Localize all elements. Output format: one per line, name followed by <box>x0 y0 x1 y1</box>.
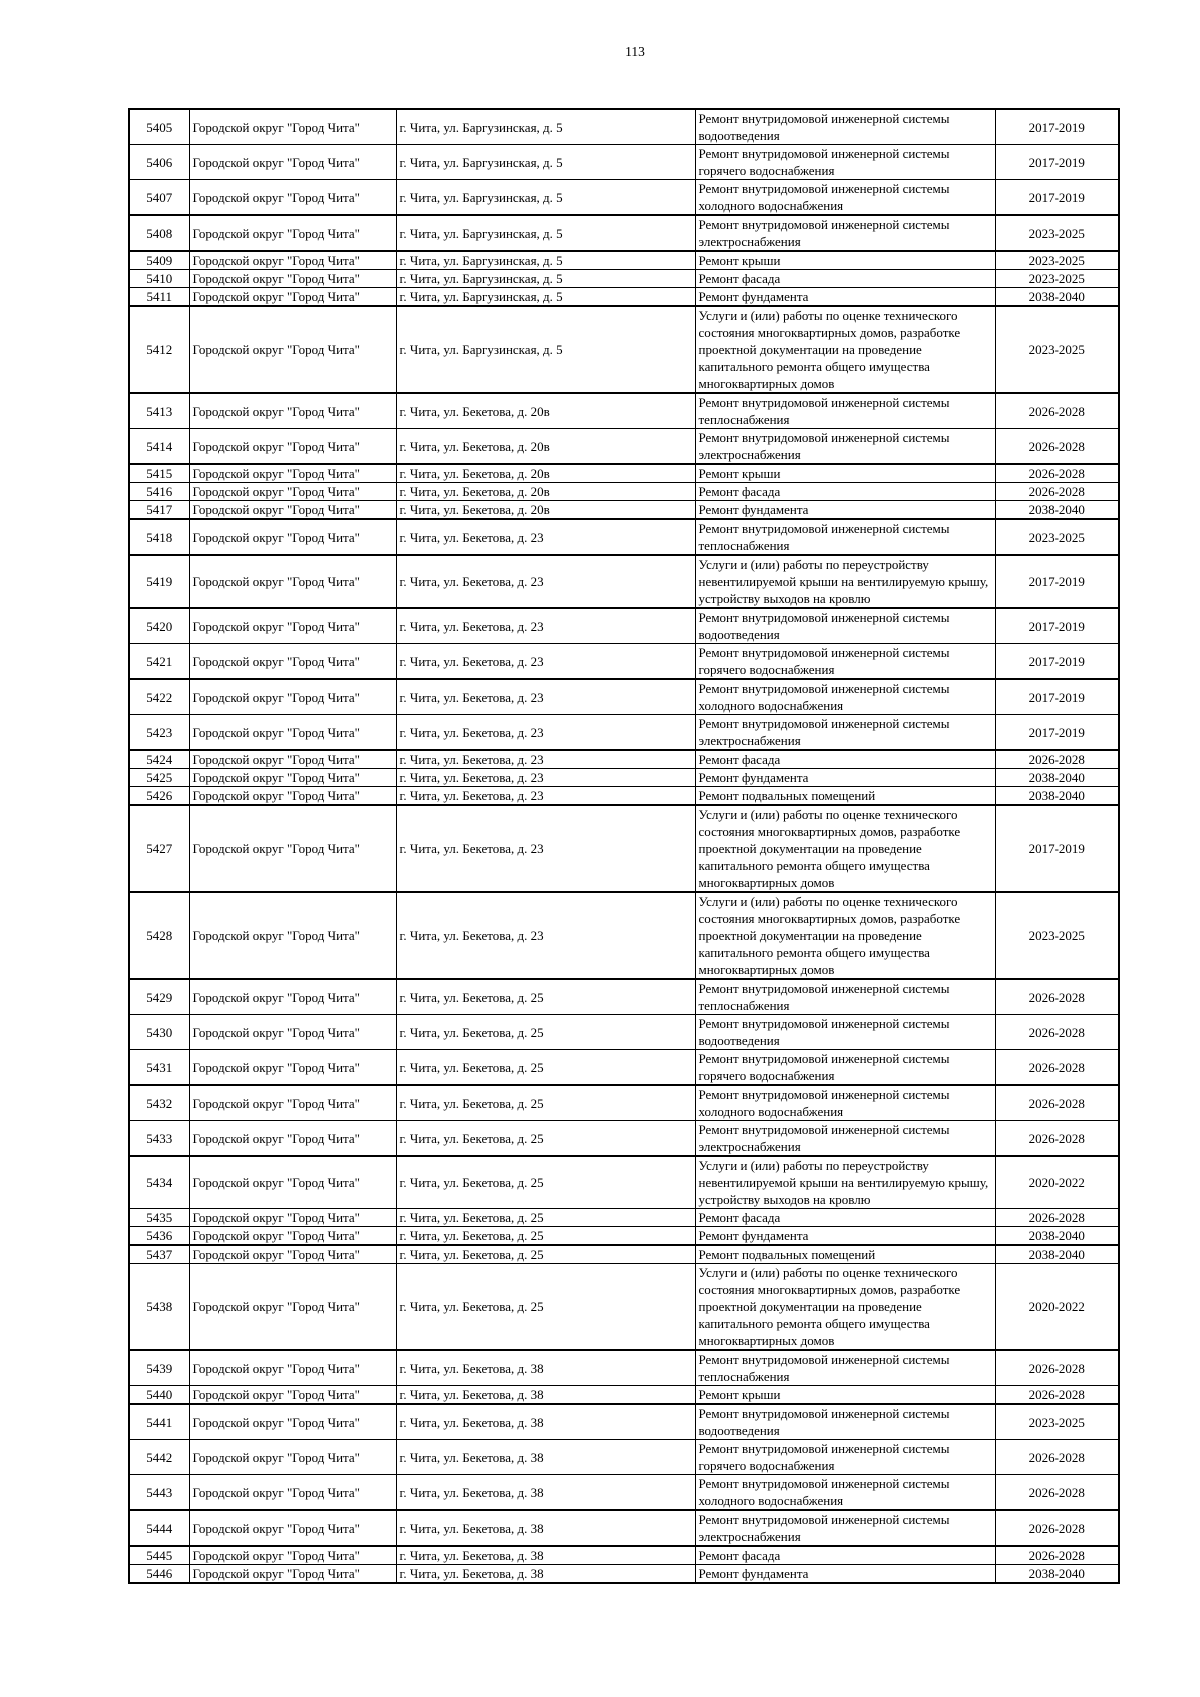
row-number-cell: 5441 <box>129 1404 189 1440</box>
row-number-cell: 5416 <box>129 483 189 501</box>
table-row <box>129 393 1119 429</box>
address-cell: г. Чита, ул. Бекетова, д. 38 <box>396 1510 695 1546</box>
row-number-cell: 5417 <box>129 501 189 520</box>
work-type-cell: Ремонт фундамента <box>695 1227 995 1246</box>
municipality-cell: Городской округ "Город Чита" <box>189 892 396 979</box>
period-cell: 2023-2025 <box>995 1404 1119 1440</box>
table-row <box>129 501 1119 520</box>
work-type-cell: Услуги и (или) работы по оценке технического состояния многоквартирных домов, разработке проектной документации на проведение капитального ремонта общего имущества многоквартирных домов <box>695 1264 995 1351</box>
table-row <box>129 644 1119 680</box>
row-number-cell: 5428 <box>129 892 189 979</box>
table-row <box>129 555 1119 608</box>
municipality-cell: Городской округ "Город Чита" <box>189 1245 396 1264</box>
municipality-cell: Городской округ "Город Чита" <box>189 1350 396 1386</box>
row-number-cell: 5440 <box>129 1386 189 1405</box>
row-number-cell: 5430 <box>129 1015 189 1050</box>
work-type-cell: Ремонт внутридомовой инженерной системы холодного водоснабжения <box>695 679 995 715</box>
address-cell: г. Чита, ул. Бекетова, д. 38 <box>396 1440 695 1475</box>
municipality-cell: Городской округ "Город Чита" <box>189 1085 396 1121</box>
address-cell: г. Чита, ул. Бекетова, д. 25 <box>396 1121 695 1157</box>
municipality-cell: Городской округ "Город Чита" <box>189 1121 396 1157</box>
work-type-cell: Ремонт крыши <box>695 1386 995 1405</box>
work-type-cell: Услуги и (или) работы по оценке технического состояния многоквартирных домов, разработке проектной документации на проведение капитального ремонта общего имущества многоквартирных домов <box>695 892 995 979</box>
address-cell: г. Чита, ул. Бекетова, д. 25 <box>396 979 695 1015</box>
work-type-cell: Услуги и (или) работы по оценке технического состояния многоквартирных домов, разработке проектной документации на проведение капитального ремонта общего имущества многоквартирных домов <box>695 306 995 393</box>
row-number-cell: 5413 <box>129 393 189 429</box>
period-cell: 2017-2019 <box>995 180 1119 216</box>
table-row <box>129 892 1119 979</box>
address-cell: г. Чита, ул. Бекетова, д. 23 <box>396 750 695 769</box>
work-type-cell: Ремонт фундамента <box>695 288 995 307</box>
work-type-cell: Ремонт внутридомовой инженерной системы теплоснабжения <box>695 1350 995 1386</box>
row-number-cell: 5422 <box>129 679 189 715</box>
table-row <box>129 1227 1119 1246</box>
municipality-cell: Городской округ "Город Чита" <box>189 1386 396 1405</box>
table-row <box>129 1475 1119 1511</box>
work-type-cell: Ремонт внутридомовой инженерной системы холодного водоснабжения <box>695 180 995 216</box>
table-row <box>129 1015 1119 1050</box>
address-cell: г. Чита, ул. Баргузинская, д. 5 <box>396 251 695 270</box>
table-row <box>129 215 1119 251</box>
row-number-cell: 5429 <box>129 979 189 1015</box>
row-number-cell: 5420 <box>129 608 189 644</box>
row-number-cell: 5431 <box>129 1050 189 1086</box>
address-cell: г. Чита, ул. Бекетова, д. 38 <box>396 1565 695 1584</box>
work-type-cell: Ремонт внутридомовой инженерной системы теплоснабжения <box>695 393 995 429</box>
table-row <box>129 1209 1119 1227</box>
municipality-cell: Городской округ "Город Чита" <box>189 769 396 787</box>
address-cell: г. Чита, ул. Бекетова, д. 20в <box>396 483 695 501</box>
period-cell: 2020-2022 <box>995 1156 1119 1209</box>
table-row <box>129 270 1119 288</box>
work-type-cell: Ремонт внутридомовой инженерной системы водоотведения <box>695 608 995 644</box>
work-type-cell: Ремонт внутридомовой инженерной системы горячего водоснабжения <box>695 1050 995 1086</box>
municipality-cell: Городской округ "Город Чита" <box>189 145 396 180</box>
address-cell: г. Чита, ул. Бекетова, д. 25 <box>396 1015 695 1050</box>
period-cell: 2026-2028 <box>995 1015 1119 1050</box>
address-cell: г. Чита, ул. Бекетова, д. 23 <box>396 715 695 751</box>
address-cell: г. Чита, ул. Бекетова, д. 23 <box>396 519 695 555</box>
work-type-cell: Ремонт внутридомовой инженерной системы электроснабжения <box>695 1121 995 1157</box>
period-cell: 2023-2025 <box>995 892 1119 979</box>
row-number-cell: 5423 <box>129 715 189 751</box>
table-row <box>129 1245 1119 1264</box>
address-cell: г. Чита, ул. Бекетова, д. 23 <box>396 892 695 979</box>
municipality-cell: Городской округ "Город Чита" <box>189 1227 396 1246</box>
period-cell: 2026-2028 <box>995 464 1119 483</box>
work-type-cell: Ремонт подвальных помещений <box>695 787 995 806</box>
work-type-cell: Ремонт фасада <box>695 483 995 501</box>
table-row <box>129 1565 1119 1584</box>
table-row <box>129 429 1119 465</box>
table-row <box>129 1386 1119 1405</box>
table-row <box>129 251 1119 270</box>
table-row <box>129 464 1119 483</box>
period-cell: 2023-2025 <box>995 519 1119 555</box>
table-row <box>129 1085 1119 1121</box>
table-row <box>129 483 1119 501</box>
municipality-cell: Городской округ "Город Чита" <box>189 644 396 680</box>
address-cell: г. Чита, ул. Баргузинская, д. 5 <box>396 109 695 145</box>
period-cell: 2026-2028 <box>995 393 1119 429</box>
municipality-cell: Городской округ "Город Чита" <box>189 306 396 393</box>
period-cell: 2026-2028 <box>995 979 1119 1015</box>
municipality-cell: Городской округ "Город Чита" <box>189 1050 396 1086</box>
municipality-cell: Городской округ "Город Чита" <box>189 1264 396 1351</box>
row-number-cell: 5445 <box>129 1546 189 1565</box>
row-number-cell: 5444 <box>129 1510 189 1546</box>
address-cell: г. Чита, ул. Бекетова, д. 25 <box>396 1227 695 1246</box>
row-number-cell: 5446 <box>129 1565 189 1584</box>
period-cell: 2038-2040 <box>995 288 1119 307</box>
row-number-cell: 5427 <box>129 805 189 892</box>
period-cell: 2026-2028 <box>995 483 1119 501</box>
period-cell: 2017-2019 <box>995 608 1119 644</box>
work-type-cell: Ремонт фундамента <box>695 1565 995 1584</box>
capital-repair-program-table <box>128 108 1120 1584</box>
page-number: 113 <box>625 44 645 59</box>
municipality-cell: Городской округ "Город Чита" <box>189 1546 396 1565</box>
work-type-cell: Ремонт внутридомовой инженерной системы холодного водоснабжения <box>695 1475 995 1511</box>
table-row <box>129 769 1119 787</box>
row-number-cell: 5406 <box>129 145 189 180</box>
period-cell: 2026-2028 <box>995 1386 1119 1405</box>
row-number-cell: 5414 <box>129 429 189 465</box>
address-cell: г. Чита, ул. Бекетова, д. 23 <box>396 769 695 787</box>
row-number-cell: 5411 <box>129 288 189 307</box>
address-cell: г. Чита, ул. Бекетова, д. 38 <box>396 1404 695 1440</box>
work-type-cell: Ремонт внутридомовой инженерной системы теплоснабжения <box>695 519 995 555</box>
row-number-cell: 5407 <box>129 180 189 216</box>
work-type-cell: Ремонт фасада <box>695 1546 995 1565</box>
row-number-cell: 5434 <box>129 1156 189 1209</box>
work-type-cell: Ремонт внутридомовой инженерной системы электроснабжения <box>695 429 995 465</box>
municipality-cell: Городской округ "Город Чита" <box>189 251 396 270</box>
row-number-cell: 5443 <box>129 1475 189 1511</box>
row-number-cell: 5421 <box>129 644 189 680</box>
address-cell: г. Чита, ул. Бекетова, д. 25 <box>396 1085 695 1121</box>
period-cell: 2038-2040 <box>995 769 1119 787</box>
row-number-cell: 5405 <box>129 109 189 145</box>
address-cell: г. Чита, ул. Бекетова, д. 23 <box>396 787 695 806</box>
municipality-cell: Городской округ "Город Чита" <box>189 1404 396 1440</box>
municipality-cell: Городской округ "Город Чита" <box>189 288 396 307</box>
period-cell: 2038-2040 <box>995 1227 1119 1246</box>
address-cell: г. Чита, ул. Бекетова, д. 25 <box>396 1050 695 1086</box>
period-cell: 2026-2028 <box>995 1440 1119 1475</box>
municipality-cell: Городской округ "Город Чита" <box>189 501 396 520</box>
address-cell: г. Чита, ул. Бекетова, д. 38 <box>396 1546 695 1565</box>
period-cell: 2026-2028 <box>995 1510 1119 1546</box>
row-number-cell: 5419 <box>129 555 189 608</box>
row-number-cell: 5412 <box>129 306 189 393</box>
work-type-cell: Услуги и (или) работы по оценке технического состояния многоквартирных домов, разработке проектной документации на проведение капитального ремонта общего имущества многоквартирных домов <box>695 805 995 892</box>
period-cell: 2017-2019 <box>995 145 1119 180</box>
municipality-cell: Городской округ "Город Чита" <box>189 715 396 751</box>
work-type-cell: Ремонт внутридомовой инженерной системы электроснабжения <box>695 215 995 251</box>
work-type-cell: Ремонт крыши <box>695 251 995 270</box>
table-row <box>129 145 1119 180</box>
table-row <box>129 519 1119 555</box>
municipality-cell: Городской округ "Город Чита" <box>189 1510 396 1546</box>
municipality-cell: Городской округ "Город Чита" <box>189 270 396 288</box>
municipality-cell: Городской округ "Город Чита" <box>189 787 396 806</box>
work-type-cell: Ремонт фундамента <box>695 501 995 520</box>
municipality-cell: Городской округ "Город Чита" <box>189 429 396 465</box>
table-row <box>129 1121 1119 1157</box>
row-number-cell: 5439 <box>129 1350 189 1386</box>
row-number-cell: 5425 <box>129 769 189 787</box>
municipality-cell: Городской округ "Город Чита" <box>189 1475 396 1511</box>
municipality-cell: Городской округ "Город Чита" <box>189 555 396 608</box>
work-type-cell: Услуги и (или) работы по переустройству невентилируемой крыши на вентилируемую крышу, устройству выходов на кровлю <box>695 555 995 608</box>
work-type-cell: Ремонт внутридомовой инженерной системы горячего водоснабжения <box>695 644 995 680</box>
municipality-cell: Городской округ "Город Чита" <box>189 393 396 429</box>
address-cell: г. Чита, ул. Бекетова, д. 23 <box>396 644 695 680</box>
work-type-cell: Ремонт внутридомовой инженерной системы водоотведения <box>695 109 995 145</box>
address-cell: г. Чита, ул. Баргузинская, д. 5 <box>396 145 695 180</box>
period-cell: 2026-2028 <box>995 1475 1119 1511</box>
period-cell: 2026-2028 <box>995 750 1119 769</box>
row-number-cell: 5435 <box>129 1209 189 1227</box>
period-cell: 2026-2028 <box>995 1209 1119 1227</box>
period-cell: 2038-2040 <box>995 501 1119 520</box>
period-cell: 2023-2025 <box>995 270 1119 288</box>
municipality-cell: Городской округ "Город Чита" <box>189 750 396 769</box>
table-row <box>129 787 1119 806</box>
table-row <box>129 180 1119 216</box>
table-row <box>129 1264 1119 1351</box>
work-type-cell: Услуги и (или) работы по переустройству невентилируемой крыши на вентилируемую крышу, устройству выходов на кровлю <box>695 1156 995 1209</box>
table-row <box>129 1156 1119 1209</box>
period-cell: 2017-2019 <box>995 109 1119 145</box>
address-cell: г. Чита, ул. Бекетова, д. 25 <box>396 1264 695 1351</box>
municipality-cell: Городской округ "Город Чита" <box>189 608 396 644</box>
period-cell: 2017-2019 <box>995 555 1119 608</box>
table-row <box>129 608 1119 644</box>
address-cell: г. Чита, ул. Бекетова, д. 38 <box>396 1475 695 1511</box>
table-row <box>129 288 1119 307</box>
municipality-cell: Городской округ "Город Чита" <box>189 1565 396 1584</box>
table-row <box>129 1050 1119 1086</box>
table-row <box>129 1546 1119 1565</box>
work-type-cell: Ремонт внутридомовой инженерной системы холодного водоснабжения <box>695 1085 995 1121</box>
work-type-cell: Ремонт внутридомовой инженерной системы горячего водоснабжения <box>695 1440 995 1475</box>
work-type-cell: Ремонт фундамента <box>695 769 995 787</box>
address-cell: г. Чита, ул. Бекетова, д. 25 <box>396 1156 695 1209</box>
municipality-cell: Городской округ "Город Чита" <box>189 109 396 145</box>
municipality-cell: Городской округ "Город Чита" <box>189 679 396 715</box>
row-number-cell: 5408 <box>129 215 189 251</box>
address-cell: г. Чита, ул. Бекетова, д. 20в <box>396 429 695 465</box>
table-row <box>129 715 1119 751</box>
work-type-cell: Ремонт фасада <box>695 1209 995 1227</box>
address-cell: г. Чита, ул. Бекетова, д. 25 <box>396 1245 695 1264</box>
table-row <box>129 1440 1119 1475</box>
address-cell: г. Чита, ул. Баргузинская, д. 5 <box>396 270 695 288</box>
work-type-cell: Ремонт фасада <box>695 270 995 288</box>
municipality-cell: Городской округ "Город Чита" <box>189 1209 396 1227</box>
row-number-cell: 5438 <box>129 1264 189 1351</box>
address-cell: г. Чита, ул. Баргузинская, д. 5 <box>396 180 695 216</box>
address-cell: г. Чита, ул. Бекетова, д. 38 <box>396 1350 695 1386</box>
period-cell: 2026-2028 <box>995 1050 1119 1086</box>
period-cell: 2023-2025 <box>995 251 1119 270</box>
period-cell: 2017-2019 <box>995 679 1119 715</box>
period-cell: 2026-2028 <box>995 1546 1119 1565</box>
work-type-cell: Ремонт внутридомовой инженерной системы водоотведения <box>695 1404 995 1440</box>
address-cell: г. Чита, ул. Бекетова, д. 38 <box>396 1386 695 1405</box>
row-number-cell: 5432 <box>129 1085 189 1121</box>
table-row <box>129 306 1119 393</box>
address-cell: г. Чита, ул. Бекетова, д. 23 <box>396 608 695 644</box>
municipality-cell: Городской округ "Город Чита" <box>189 483 396 501</box>
period-cell: 2017-2019 <box>995 715 1119 751</box>
period-cell: 2038-2040 <box>995 1245 1119 1264</box>
row-number-cell: 5437 <box>129 1245 189 1264</box>
period-cell: 2026-2028 <box>995 429 1119 465</box>
table-row <box>129 679 1119 715</box>
period-cell: 2026-2028 <box>995 1350 1119 1386</box>
period-cell: 2026-2028 <box>995 1121 1119 1157</box>
work-type-cell: Ремонт внутридомовой инженерной системы теплоснабжения <box>695 979 995 1015</box>
row-number-cell: 5433 <box>129 1121 189 1157</box>
municipality-cell: Городской округ "Город Чита" <box>189 1440 396 1475</box>
period-cell: 2017-2019 <box>995 805 1119 892</box>
table-row <box>129 1350 1119 1386</box>
work-type-cell: Ремонт внутридомовой инженерной системы горячего водоснабжения <box>695 145 995 180</box>
address-cell: г. Чита, ул. Бекетова, д. 25 <box>396 1209 695 1227</box>
period-cell: 2020-2022 <box>995 1264 1119 1351</box>
table-row <box>129 805 1119 892</box>
work-type-cell: Ремонт крыши <box>695 464 995 483</box>
municipality-cell: Городской округ "Город Чита" <box>189 519 396 555</box>
municipality-cell: Городской округ "Город Чита" <box>189 1015 396 1050</box>
row-number-cell: 5418 <box>129 519 189 555</box>
address-cell: г. Чита, ул. Баргузинская, д. 5 <box>396 306 695 393</box>
municipality-cell: Городской округ "Город Чита" <box>189 180 396 216</box>
period-cell: 2038-2040 <box>995 1565 1119 1584</box>
table-row <box>129 1510 1119 1546</box>
municipality-cell: Городской округ "Город Чита" <box>189 215 396 251</box>
table-row <box>129 1404 1119 1440</box>
municipality-cell: Городской округ "Город Чита" <box>189 464 396 483</box>
address-cell: г. Чита, ул. Бекетова, д. 20в <box>396 501 695 520</box>
table-row <box>129 109 1119 145</box>
row-number-cell: 5442 <box>129 1440 189 1475</box>
municipality-cell: Городской округ "Город Чита" <box>189 805 396 892</box>
row-number-cell: 5410 <box>129 270 189 288</box>
period-cell: 2017-2019 <box>995 644 1119 680</box>
work-type-cell: Ремонт фасада <box>695 750 995 769</box>
municipality-cell: Городской округ "Город Чита" <box>189 1156 396 1209</box>
row-number-cell: 5426 <box>129 787 189 806</box>
row-number-cell: 5415 <box>129 464 189 483</box>
work-type-cell: Ремонт внутридомовой инженерной системы водоотведения <box>695 1015 995 1050</box>
row-number-cell: 5424 <box>129 750 189 769</box>
work-type-cell: Ремонт внутридомовой инженерной системы электроснабжения <box>695 715 995 751</box>
period-cell: 2038-2040 <box>995 787 1119 806</box>
address-cell: г. Чита, ул. Бекетова, д. 23 <box>396 805 695 892</box>
period-cell: 2026-2028 <box>995 1085 1119 1121</box>
row-number-cell: 5436 <box>129 1227 189 1246</box>
work-type-cell: Ремонт внутридомовой инженерной системы электроснабжения <box>695 1510 995 1546</box>
address-cell: г. Чита, ул. Бекетова, д. 23 <box>396 679 695 715</box>
address-cell: г. Чита, ул. Бекетова, д. 20в <box>396 393 695 429</box>
address-cell: г. Чита, ул. Баргузинская, д. 5 <box>396 215 695 251</box>
municipality-cell: Городской округ "Город Чита" <box>189 979 396 1015</box>
table-row <box>129 750 1119 769</box>
table-body <box>129 109 1119 1583</box>
address-cell: г. Чита, ул. Баргузинская, д. 5 <box>396 288 695 307</box>
table-row <box>129 979 1119 1015</box>
period-cell: 2023-2025 <box>995 306 1119 393</box>
address-cell: г. Чита, ул. Бекетова, д. 23 <box>396 555 695 608</box>
row-number-cell: 5409 <box>129 251 189 270</box>
period-cell: 2023-2025 <box>995 215 1119 251</box>
work-type-cell: Ремонт подвальных помещений <box>695 1245 995 1264</box>
address-cell: г. Чита, ул. Бекетова, д. 20в <box>396 464 695 483</box>
